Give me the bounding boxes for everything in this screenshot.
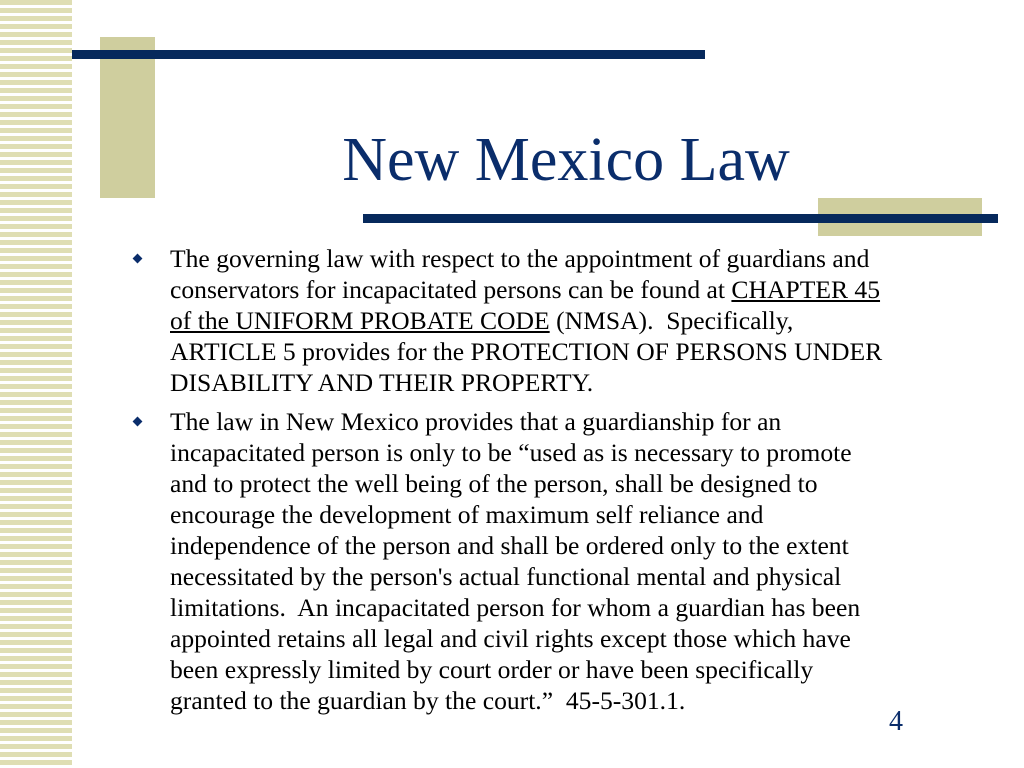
diamond-bullet-icon <box>132 254 142 264</box>
bullet-line-text: encourage the development of maximum self reliance and <box>170 500 764 529</box>
khaki-accent-block-top <box>100 37 155 198</box>
bullet-line-text: independence of the person and shall be ordered only to the extent <box>170 531 849 560</box>
bullet-line <box>170 437 990 468</box>
bullet-line-text: incapacitated person is only to be “used as is necessary to promote <box>170 438 852 467</box>
uniform-probate-code-link[interactable]: of the UNIFORM PROBATE CODE <box>170 306 550 335</box>
bullet-line <box>170 243 990 274</box>
left-stripe-decoration <box>0 0 72 768</box>
bullet-line <box>170 623 990 654</box>
bullet-line <box>170 406 990 437</box>
bullet-line-text: been expressly limited by court order or have been specifically <box>170 655 814 684</box>
bullet-line-text: limitations. An incapacitated person for whom a guardian has been <box>170 593 861 622</box>
bullet-line-text: and to protect the well being of the person, shall be designed to <box>170 469 818 498</box>
bullet-line-text: conservators for incapacitated persons can be found at <box>170 275 732 304</box>
bullet-line <box>170 367 990 398</box>
bullet-line-text: granted to the guardian by the court.” 45-5-301.1. <box>170 686 686 715</box>
bullet-item <box>170 243 990 398</box>
bullet-item <box>170 406 990 716</box>
bottom-accent-bar <box>363 214 998 223</box>
bullet-line <box>170 592 990 623</box>
bullet-line <box>170 274 990 305</box>
bullet-line-text: necessitated by the person's actual functional mental and physical <box>170 562 842 591</box>
diamond-bullet-icon <box>132 417 142 427</box>
bullet-line-text: ARTICLE 5 provides for the PROTECTION OF PERSONS UNDER <box>170 337 883 366</box>
bullet-line <box>170 685 990 716</box>
bullet-line <box>170 561 990 592</box>
bullet-line-text: (NMSA). Specifically, <box>549 306 794 335</box>
bullet-line <box>170 305 990 336</box>
bullet-line <box>170 499 990 530</box>
page-number: 4 <box>889 706 903 737</box>
top-accent-bar <box>72 50 705 59</box>
bullet-line-text: DISABILITY AND THEIR PROPERTY. <box>170 368 594 397</box>
bullet-line <box>170 468 990 499</box>
slide-title: New Mexico Law <box>342 126 790 194</box>
bullet-line-text: The governing law with respect to the appointment of guardians and <box>170 244 870 273</box>
bullet-line-text: appointed retains all legal and civil rights except those which have <box>170 624 851 653</box>
bullet-line <box>170 530 990 561</box>
bullet-line-text: The law in New Mexico provides that a guardianship for an <box>170 407 782 436</box>
uniform-probate-code-link[interactable]: CHAPTER 45 <box>731 275 881 304</box>
bullet-list <box>170 243 990 724</box>
bullet-line <box>170 654 990 685</box>
bullet-line <box>170 336 990 367</box>
